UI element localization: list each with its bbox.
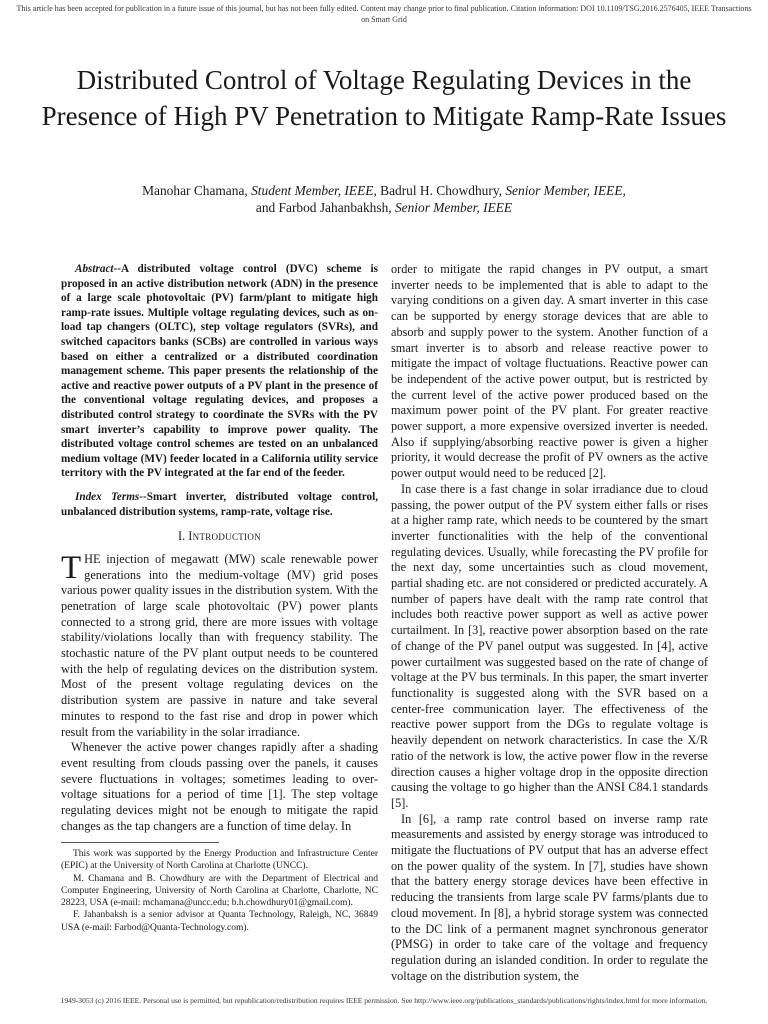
paper-title: Distributed Control of Voltage Regulating Devices in the Presence of High PV Penetration to Mitigate Ramp-Rate Issues bbox=[41, 65, 727, 131]
index-terms-text: --Smart inverter, distributed voltage control, unbalanced distribution systems, ramp-rate, voltage rise. bbox=[61, 490, 378, 518]
author-list bbox=[40, 182, 728, 216]
drop-cap: T bbox=[61, 549, 82, 586]
intro-paragraph-2: Whenever the active power changes rapidly after a shading event resulting from clouds passing over the panels, it causes severe fluctuations in voltages; sometimes leading to over-voltage situations for a period of time [1]. The step voltage regulating devices might not be enough to mitigate the rapid changes as the tap changers are a function of time delay. In bbox=[61, 740, 378, 833]
footnote-funding: This work was supported by the Energy Production and Infrastructure Center (EPIC) at the University of North Carolina at Charlotte (UNCC). bbox=[61, 849, 378, 872]
author-2-name: , Badrul H. Chowdhury, bbox=[373, 183, 506, 198]
footnote-affiliation-2: F. Jahanbaksh is a senior advisor at Quanta Technology, Raleigh, NC, 36849 USA (e-mail: Farbod@Quanta-Technology.com). bbox=[61, 910, 378, 933]
section-title: Introduction bbox=[188, 529, 261, 544]
author-2-role: Senior Member, IEEE, bbox=[505, 183, 626, 198]
acceptance-notice: This article has been accepted for publication in a future issue of this journal, but has not been fully edited. Content may change prior to final publication. Citation information: DOI 10.1109/TSG.2016.2576405, IEEE Transactions on Smart Grid bbox=[16, 4, 752, 24]
intro-paragraph-1-text: HE injection of megawatt (MW) scale renewable power generations into the medium-voltage (MV) grid poses various power quality issues in the distribution system. With the penetration of large scale photovoltaic (PV) power plants connected to a strong grid, there are more issues with voltage stability/violations locally than with frequency stability. The stochastic nature of the PV plant output needs to be countered with the help of regulating devices on the distribution system. Most of the present voltage regulating devices on the distribution system are passive in nature and take several minutes to respond to the fast rise and drop in power which result from the variability in the solar irradiance. bbox=[61, 551, 378, 739]
right-column bbox=[391, 262, 708, 984]
author-3-name: and Farbod Jahanbakhsh, bbox=[255, 200, 395, 215]
index-terms bbox=[61, 490, 378, 519]
author-1-name: Manohar Chamana, bbox=[142, 183, 252, 198]
section-number: I. bbox=[178, 529, 189, 544]
right-paragraph-1: order to mitigate the rapid changes in PV output, a smart inverter needs to be implemented that is able to adapt to the varying conditions on a given day. A smart inverter in this case can be supported by energy storage devices that are able to absorb and supply power to the system. Another function of a smart inverter is to absorb and release reactive power to mitigate the impact of voltage fluctuations. Reactive power can be independent of the active power output, but is restricted by the current level of the active power produced based on the maximum power point of the PV plant. For greater reactive power support, a more expensive oversized inverter is needed. Also if supplying/absorbing reactive power is given a higher priority, it would decrease the profit of PV owners as the active power output would need to be reduced [2]. bbox=[391, 262, 708, 481]
footnotes bbox=[61, 848, 378, 934]
author-3-role: Senior Member, IEEE bbox=[394, 200, 513, 215]
intro-paragraph-1 bbox=[61, 549, 378, 740]
author-1-role: Student Member, IEEE bbox=[251, 183, 374, 198]
right-paragraph-2: In case there is a fast change in solar irradiance due to cloud passing, the power output of the PV system either falls or rises at a higher ramp rate, which needs to be countered by the smart inverter functionalities with the help of the conventional regulating devices. Usually, while forecasting the PV profile for the next day, some uncertainties such as cloud movement, partial shading etc. are not considered or predicted accurately. A number of papers have dealt with the ramp rate control that includes both reactive power support as well as active power curtailment. In [3], reactive power absorption based on the rate of change of the PV panel output was suggested. In [4], active power curtailment was suggested based on the rate of change of voltage at the PV bus terminals. In this paper, the smart inverter functionality is suggested along with the SVR based on a center-free communication layer. The effectiveness of the reactive power support from the DGs to regulate voltage is heavily dependent on network characteristics. In case the X/R ratio of the network is low, the active power flow in the reverse direction causes a higher voltage drop in the opposite direction causing the voltage to go higher than the ANSI C84.1 standards [5]. bbox=[391, 481, 708, 810]
index-terms-label: Index Terms bbox=[75, 490, 140, 503]
right-paragraph-3: In [6], a ramp rate control based on inverse ramp rate measurements and assisted by energy storage was introduced to mitigate the fluctuations of PV output that has an adverse effect on the power quality of the system. In [7], studies have shown that the battery energy storage devices have been effective in reducing the transients from large scale PV farms/plants due to cloud movement. In [8], a hybrid storage system was connected to the DC link of a permanent magnet synchronous generator (PMSG) in order to take care of the voltage and frequency regulation during an islanded condition. In order to regulate the voltage on the distribution system, the bbox=[391, 811, 708, 983]
footnote-divider bbox=[61, 842, 219, 843]
abstract bbox=[61, 262, 378, 481]
footnote-affiliation-1: M. Chamana and B. Chowdhury are with the Department of Electrical and Computer Engineering, University of North Carolina at Charlotte, Charlotte, NC 28223, USA (e-mail: mchamana@uncc.edu; b.h.chowdhury01@gmail.com). bbox=[61, 873, 378, 909]
abstract-text: --A distributed voltage control (DVC) scheme is proposed in an active distribution network (ADN) in the presence of a large scale photovoltaic (PV) farm/plant to mitigate high ramp-rate issues. Multiple voltage regulating devices, such as on-load tap changers (OLTC), step voltage regulators (SVRs), and switched capacitors banks (SCBs) are controlled in various ways based on either a centralized or a distributed coordination management scheme. This paper presents the relationship of the active and reactive power outputs of a PV plant in the presence of the conventional voltage regulating devices, and proposes a distributed control strategy to coordinate the SVRs with the PV smart inverter’s capability to improve power quality. The distributed voltage control schemes are tested on an unbalanced medium voltage (MV) feeder located in a California utility service territory with the PV integrated at the far end of the feeder. bbox=[61, 263, 378, 480]
left-column bbox=[61, 262, 378, 834]
abstract-label: Abstract bbox=[75, 263, 114, 275]
copyright-notice: 1949-3053 (c) 2016 IEEE. Personal use is permitted, but republication/redistribution requires IEEE permission. See http://www.ieee.org/publications_standards/publications/rights/index.html for more information. bbox=[60, 996, 708, 1005]
section-heading-introduction bbox=[61, 529, 378, 545]
